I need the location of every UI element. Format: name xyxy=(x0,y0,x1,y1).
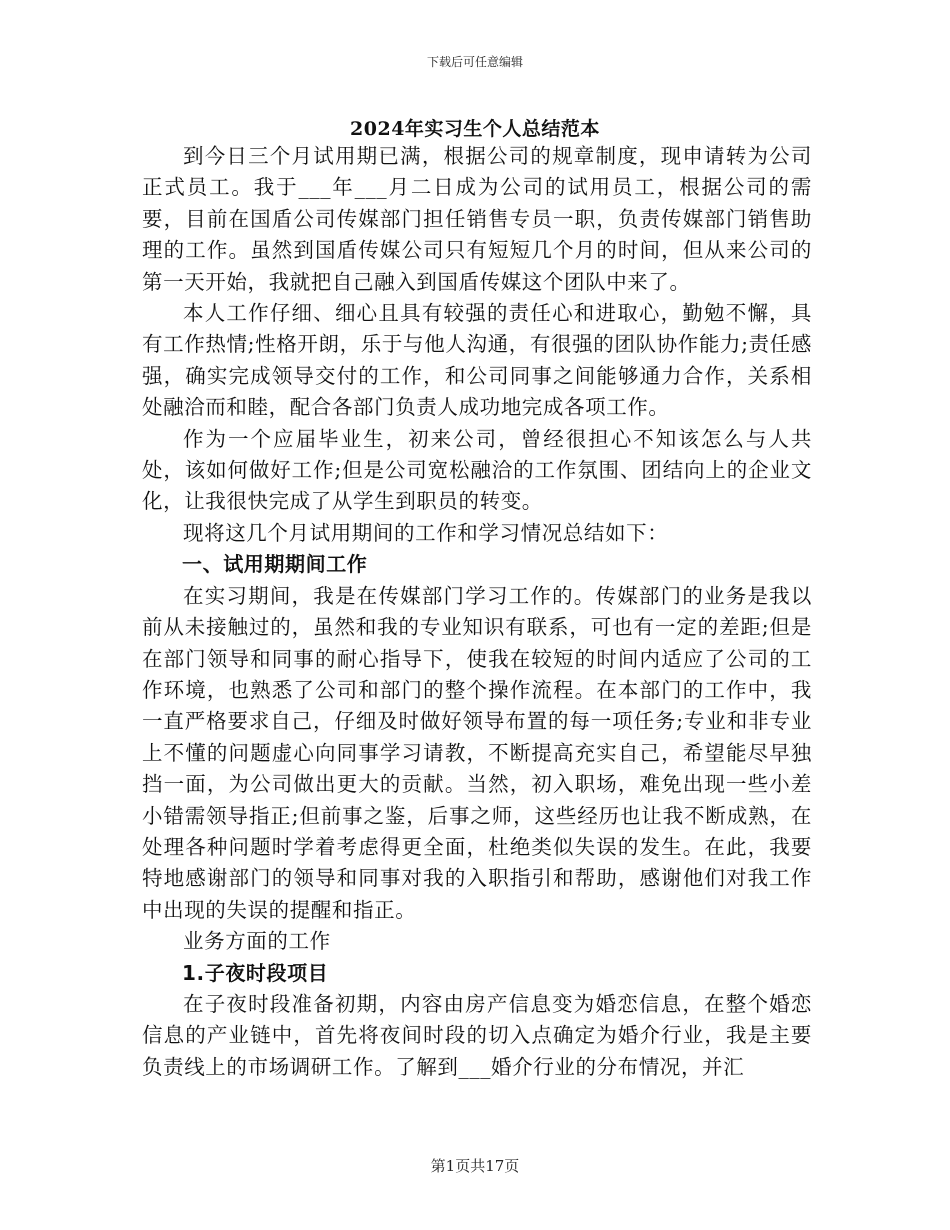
paragraph-personality: 本人工作仔细、细心且具有较强的责任心和进取心，勤勉不懈，具有工作热情;性格开朗，乐于与他人沟通，有很强的团队协作能力;责任感强，确实完成领导交付的工作，和公司同事之间能够通力合作，关系相处融洽而和睦，配合各部门负责人成功地完成各项工作。 xyxy=(142,301,812,420)
document-title: 2024年实习生个人总结范本 xyxy=(350,118,600,140)
section-heading-probation-work: 一、试用期期间工作 xyxy=(182,552,368,577)
paragraph-intro: 到今日三个月试用期已满，根据公司的规章制度，现申请转为公司正式员工。我于___年___月二日成为公司的试用员工，根据公司的需要，目前在国盾公司传媒部门担任销售专员一职，负责传媒部门销售助理的工作。虽然到国盾传媒公司只有短短几个月的时间，但从来公司的第一天开始，我就把自己融入到国盾传媒这个团队中来了。 xyxy=(142,144,812,294)
section-heading-midnight-project: 1.子夜时段项目 xyxy=(182,960,329,985)
paragraph-internship-work: 在实习期间，我是在传媒部门学习工作的。传媒部门的业务是我以前从未接触过的，虽然和我的专业知识有联系，可也有一定的差距;但是在部门领导和同事的耐心指导下，使我在较短的时间内适应了公司的工作环境，也熟悉了公司和部门的整个操作流程。在本部门的工作中，我一直严格要求自己，仔细及时做好领导布置的每一项任务;专业和非专业上不懂的问题虚心向同事学习请教，不断提高充实自己，希望能尽早独挡一面，为公司做出更大的贡献。当然，初入职场，难免出现一些小差小错需领导指正;但前事之鉴，后事之师，这些经历也让我不断成熟，在处理各种问题时学着考虑得更全面，杜绝类似失误的发生。在此，我要特地感谢部门的领导和同事对我的入职指引和帮助，感谢他们对我工作中出现的失误的提醒和指正。 xyxy=(142,583,812,922)
paragraph-adaptation: 作为一个应届毕业生，初来公司，曾经很担心不知该怎么与人共处，该如何做好工作;但是公司宽松融洽的工作氛围、团结向上的企业文化，让我很快完成了从学生到职员的转变。 xyxy=(142,426,812,514)
subheading-business-work: 业务方面的工作 xyxy=(183,929,331,954)
document-body xyxy=(142,141,812,1083)
paragraph-summary-lead: 现将这几个月试用期间的工作和学习情况总结如下： xyxy=(183,520,669,545)
page-number: 第1页共17页 xyxy=(430,1157,520,1175)
download-note: 下载后可任意编辑 xyxy=(426,55,523,69)
paragraph-midnight-project: 在子夜时段准备初期，内容由房产信息变为婚恋信息，在整个婚恋信息的产业链中，首先将夜间时段的切入点确定为婚介行业，我是主要负责线上的市场调研工作。了解到___婚介行业的分布情况，并汇 xyxy=(142,991,812,1079)
